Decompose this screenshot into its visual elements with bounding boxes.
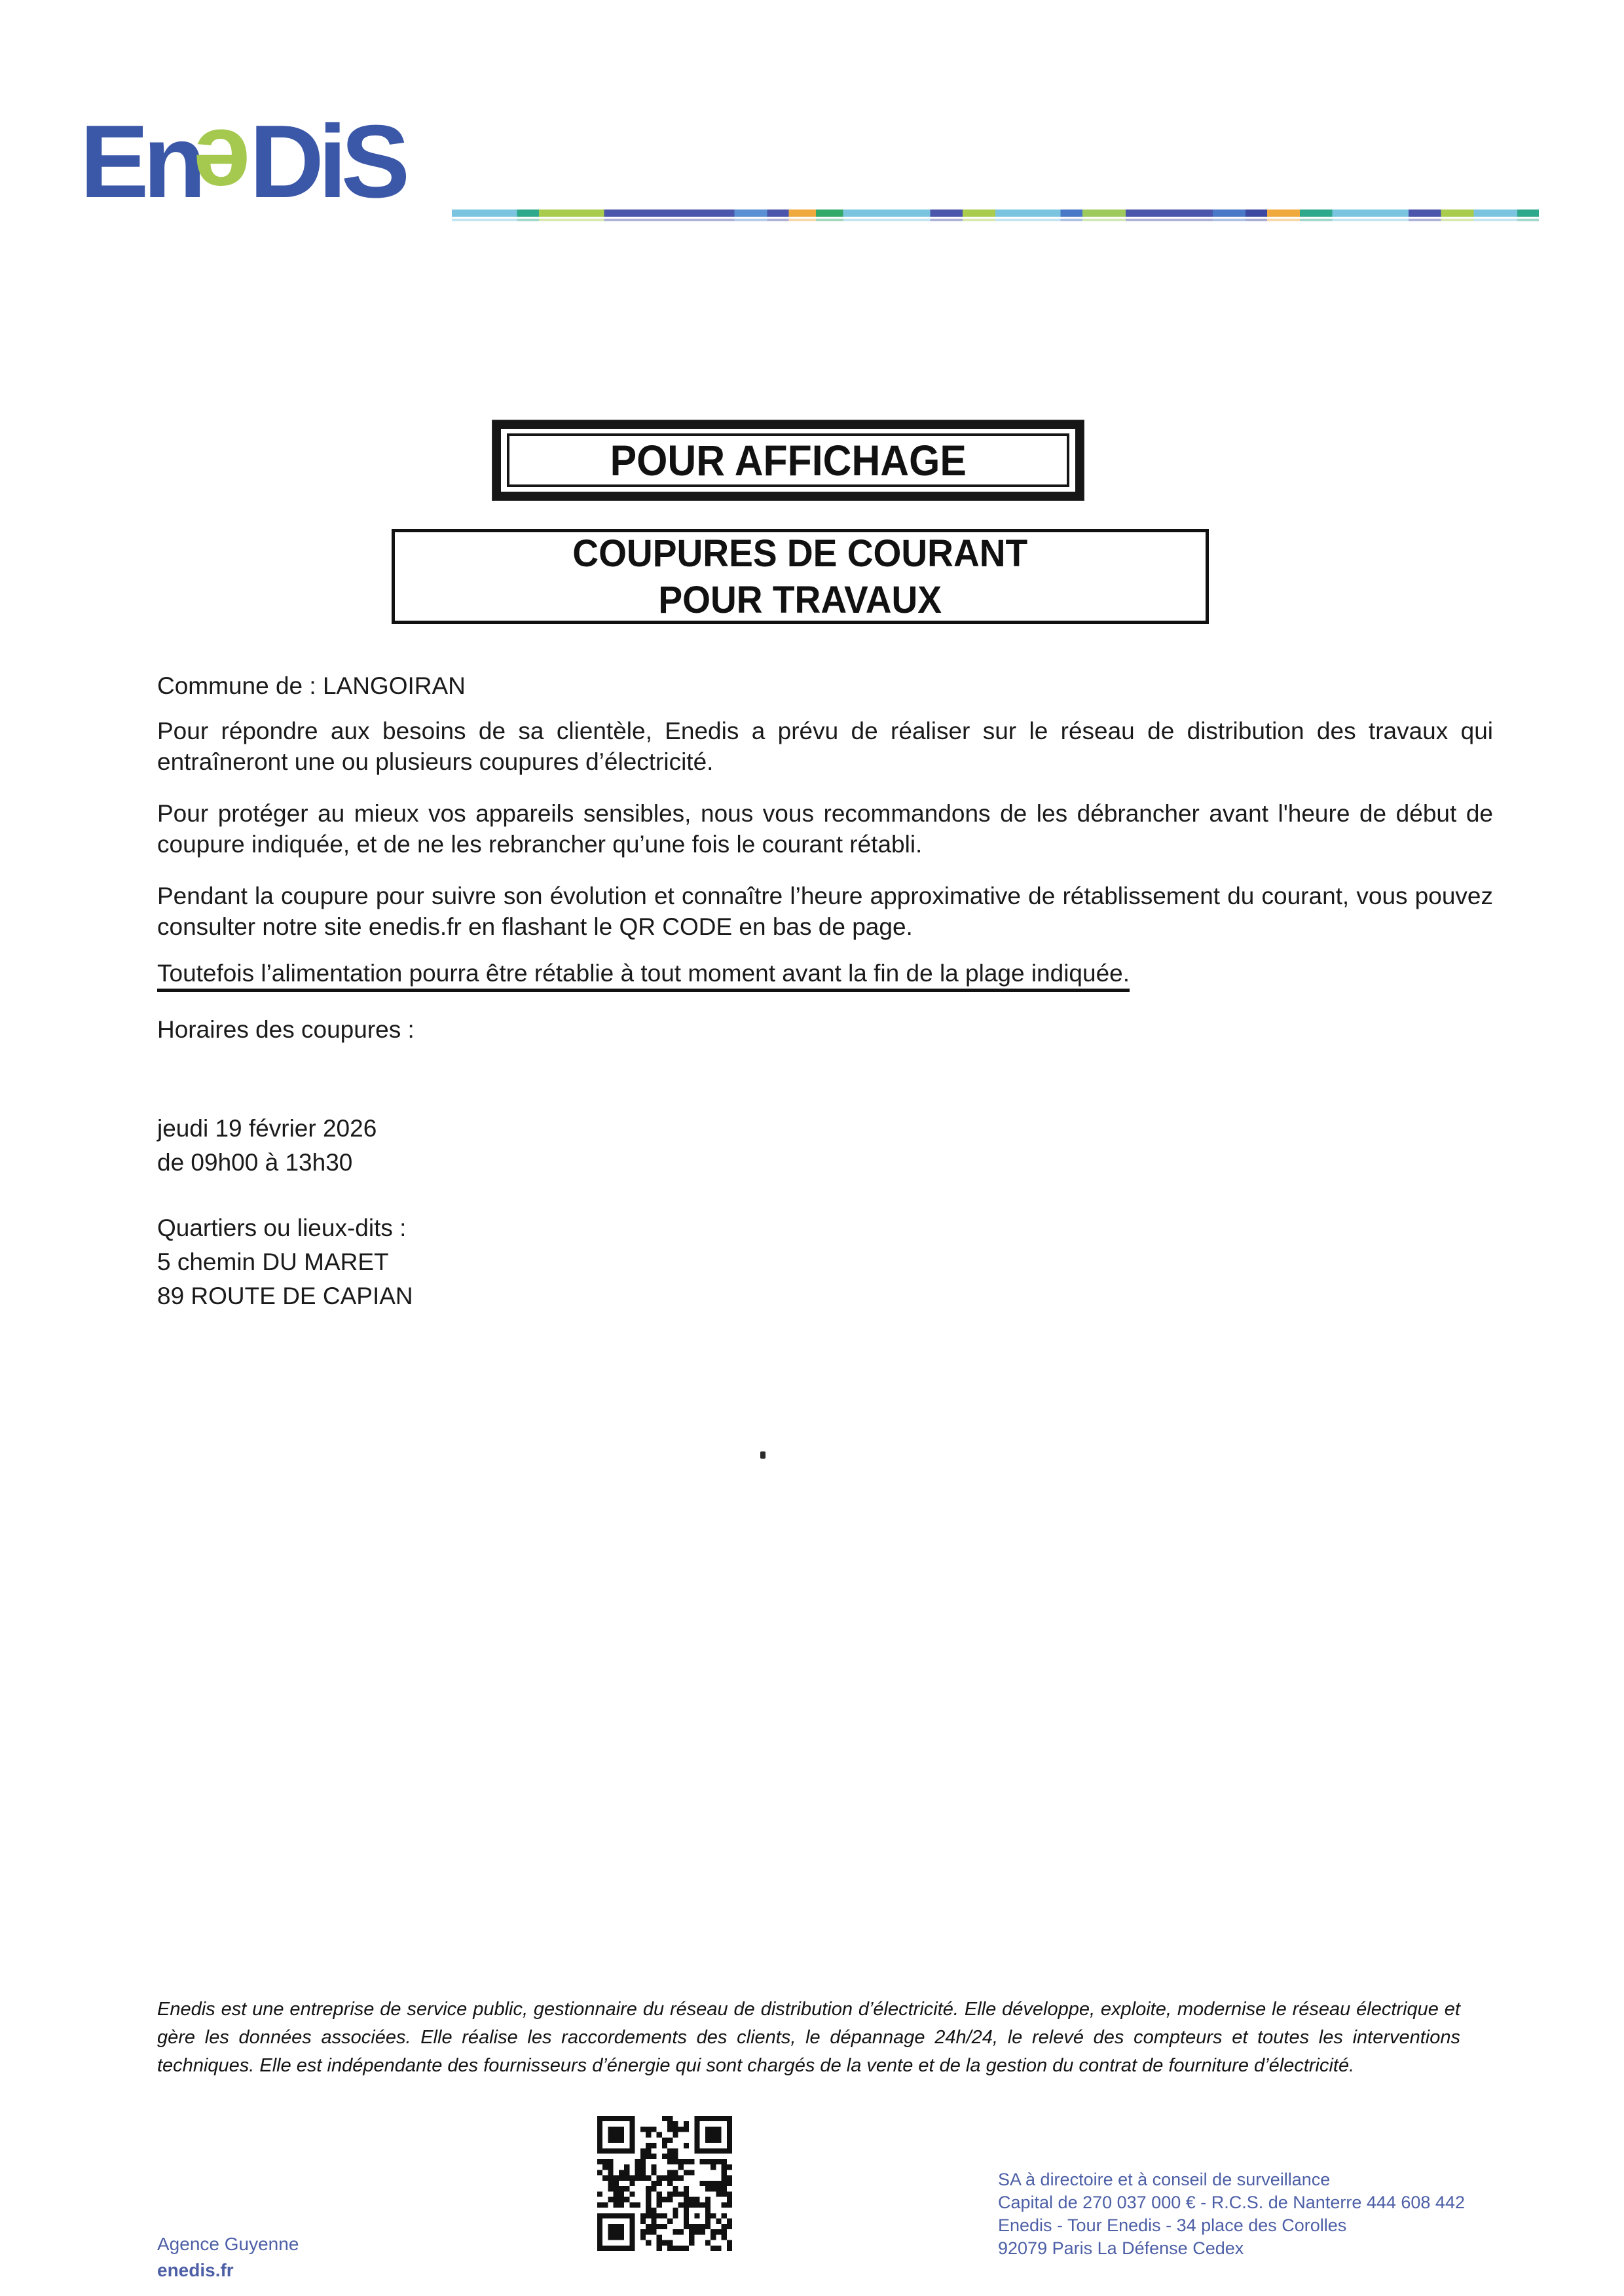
title-line-2: POUR TRAVAUX [658,578,942,621]
stamp-box [492,420,1084,500]
paragraph-intro: Pour répondre aux besoins de sa clientèle, Enedis a prévu de réaliser sur le réseau de distribution des travaux qui entraîneront une ou plusieurs coupures d’électricité. [157,718,1493,775]
legal-block [998,2168,1465,2260]
title-line-1: COUPURES DE COURANT [572,532,1028,575]
outage-date: jeudi 19 février 2026 [157,1115,377,1142]
enedis-logo [80,104,405,223]
logo-part-en: En [80,104,200,219]
commune-line: Commune de : LANGOIRAN [157,672,466,699]
quartiers-label: Quartiers ou lieux-dits : [157,1214,407,1241]
paragraph-qrcode: Pendant la coupure pour suivre son évolution et connaître l’heure approximative de rétablissement du courant, vous pouvez consulter notre site enedis.fr en flashant le QR CODE en bas de page. [157,883,1493,940]
stray-scan-mark [760,1451,766,1459]
about-enedis-text: Enedis est une entreprise de service public, gestionnaire du réseau de distribution d’électricité. Elle développe, exploite, modernise le réseau électrique et gère les données associées. Elle réalise les raccordements des clients, le dépannage 24h/24, le relevé des compteurs et toutes les interventions techniques. Elle est indépendante des fournisseurs d’énergie qui sont chargés de la vente et de la gestion du contrat de fourniture d’électricité. [157,1999,1460,2076]
qr-code [597,2116,732,2251]
brand-color-line [452,210,1539,217]
legal-line: Enedis - Tour Enedis - 34 place des Corolles [998,2215,1347,2235]
notice-underlined [157,958,1493,989]
agency-block [157,2231,299,2284]
paragraph-protection: Pour protéger au mieux vos appareils sensibles, nous vous recommandons de les débrancher avant l'heure de début de coupure indiquée, et de ne les rebrancher qu’une fois le courant rétabli. [157,800,1493,858]
logo-part-dis: DiS [249,104,405,219]
logo-part-e: e [198,108,251,223]
stamp-box-inner [507,433,1069,487]
address-line: 89 ROUTE DE CAPIAN [157,1283,413,1309]
outage-time: de 09h00 à 13h30 [157,1149,353,1176]
title-box [392,529,1209,624]
legal-line: 92079 Paris La Défense Cedex [998,2238,1244,2258]
horaires-label: Horaires des coupures : [157,1016,415,1043]
legal-line: Capital de 270 037 000 € - R.C.S. de Nanterre 444 608 442 [998,2193,1465,2212]
agency-name: Agence Guyenne [157,2234,299,2254]
legal-line: SA à directoire et à conseil de surveillance [998,2170,1331,2189]
notice-underlined-text: Toutefois l’alimentation pourra être rétablie à tout moment avant la fin de la plage indiquée. [157,960,1130,992]
address-line: 5 chemin DU MARET [157,1248,389,1275]
stamp-label: POUR AFFICHAGE [610,436,967,484]
website: enedis.fr [157,2260,234,2280]
